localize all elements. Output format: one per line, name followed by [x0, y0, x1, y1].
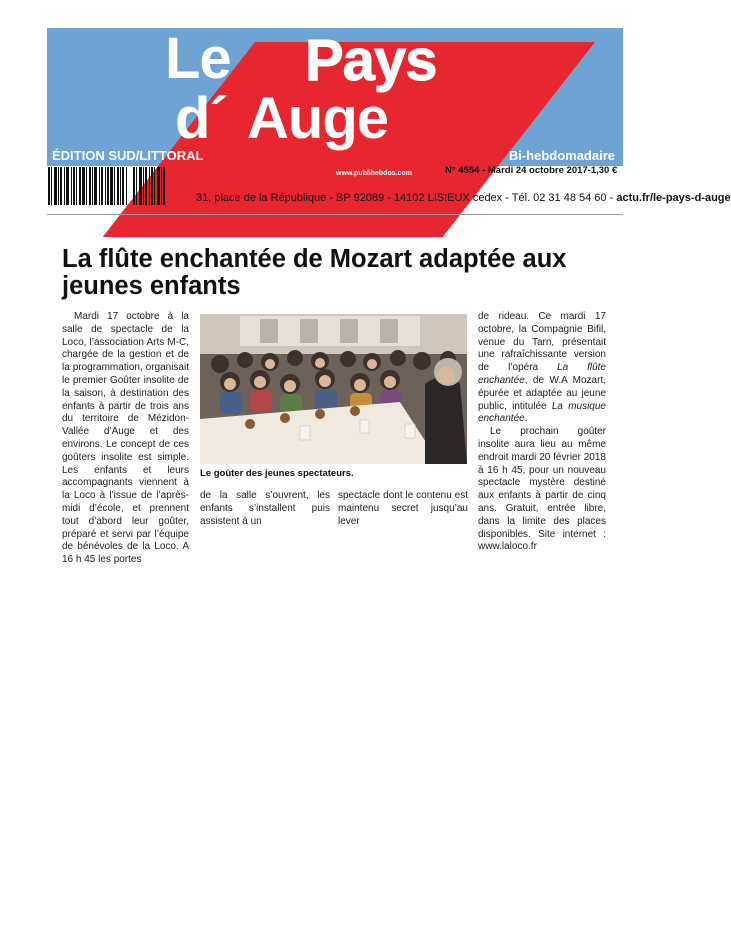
article-paragraph: Mardi 17 octobre à la salle de spectacle de la Loco, l’association Arts M-C, chargée de la gestion et de la programmation, organisait le premier Goûter insolite de la saison, à destination des enfants à partir de trois ans du territoire de Mézidon-Vallée d’Auge et des environs. Le concept de ces goûters insolite est simple. Les enfants et leurs accompagnants viennent à la Loco à l’issue de l’après-midi d’école, et prennent tout d’abord leur goûter, préparé et servi par l’équipe de bénévoles de la Loco. A 16 h 45 les portes — [62, 311, 189, 566]
barcode — [48, 167, 188, 205]
article-photo — [200, 314, 467, 464]
logo-text-pays: Pays — [305, 28, 437, 93]
article-paragraph: de la salle s’ouvrent, les enfants s’installent puis assistent à un — [200, 490, 330, 527]
address-line — [196, 193, 731, 204]
postal-address: 31, place de la République - BP 92089 - 14102 LISIEUX cedex - Tél. 02 31 48 54 60 - — [196, 192, 617, 204]
article-paragraph: spectacle dont le contenu est maintenu secret jusqu’au lever — [338, 490, 468, 527]
article-paragraph: Le prochain goûter insolite aura lieu au même endroit mardi 20 février 2018 à 16 h 45, pour un nouveau spectacle mystère destiné aux enfants à partir de cinq ans. Gratuit, entrée libre, dans la limite des places disponibles. Site internet : www.laloco.fr — [478, 426, 606, 553]
frequency-label: Bi-hebdomadaire — [508, 148, 615, 163]
logo-text-auge: Auge — [247, 86, 388, 151]
article-paragraph — [478, 311, 606, 426]
text-run: de rideau. Ce mardi 17 octobre, la Compagnie Bifil, venue du Tarn, présentait une rafraîchissante version de l’opéra — [478, 311, 606, 374]
text-run: , de W.A Mozart, épurée et adaptée au jeune public, intitulée — [478, 374, 606, 412]
show-title: La musique enchantée — [478, 400, 606, 425]
photo-children-snack-illustration — [200, 314, 467, 464]
article-headline: La flûte enchantée de Mozart adaptée aux jeunes enfants — [62, 245, 567, 300]
logo-text-d: d´ — [175, 86, 228, 151]
masthead — [47, 28, 623, 166]
article-column-3 — [338, 490, 468, 528]
edition-label: ÉDITION SUD/LITTORAL — [52, 148, 204, 163]
issue-info: N° 4554 - Mardi 24 octobre 2017-1,30 € — [445, 165, 618, 176]
photo-caption: Le goûter des jeunes spectateurs. — [200, 468, 354, 479]
logo-text-le: Le — [165, 26, 231, 91]
article-column-4 — [478, 311, 606, 554]
text-run: . — [524, 413, 528, 425]
article-column-2 — [200, 490, 330, 528]
website-link[interactable]: actu.fr/le-pays-d-auge — [616, 192, 731, 204]
publisher-url: www.publihebdos.com — [333, 169, 415, 178]
opera-title: La flûte enchantée — [478, 362, 606, 386]
article-column-1 — [62, 311, 189, 567]
header-divider — [47, 214, 623, 215]
